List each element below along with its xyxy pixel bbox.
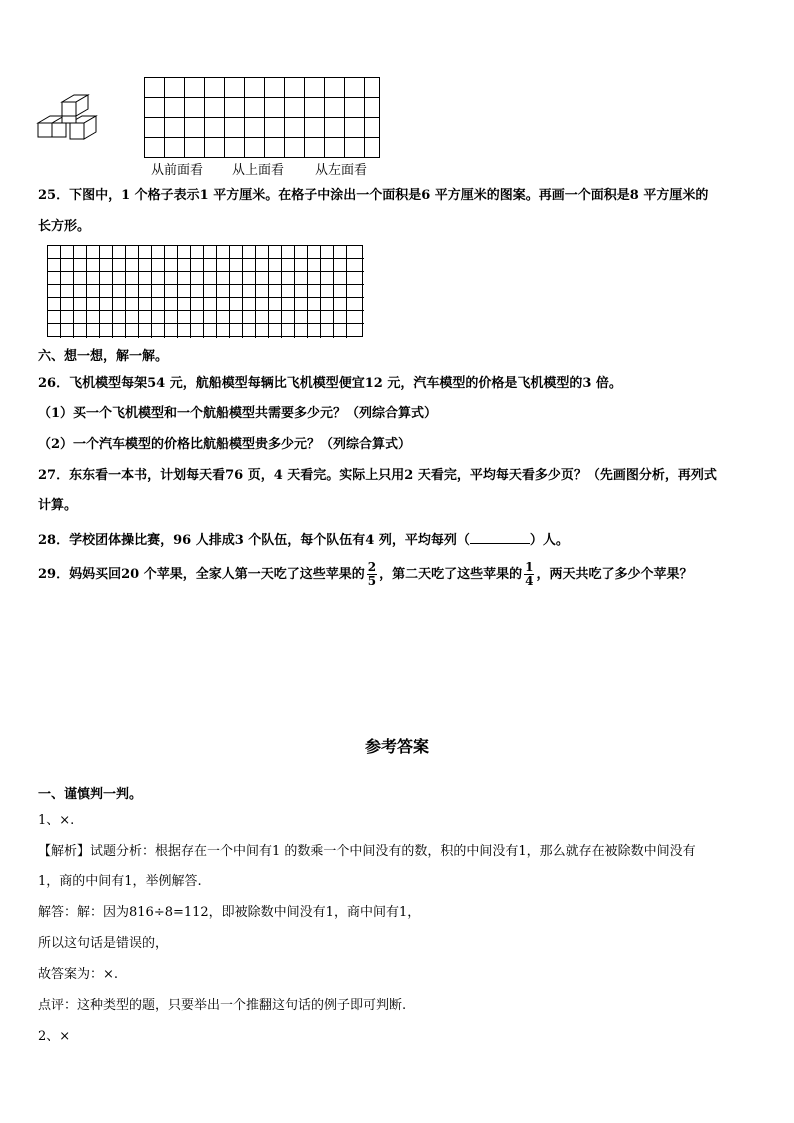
answer-blank[interactable]	[470, 531, 530, 544]
fraction-numerator: 1	[525, 560, 534, 574]
solution-line1: 解答：解：因为816÷8=112，即被除数中间没有1，商中间有1，	[38, 905, 421, 920]
answer-1: 1、×.	[38, 813, 75, 828]
fraction-one-fourth	[524, 561, 534, 588]
question-26-sub1: （1）买一个飞机模型和一个航船模型共需要多少元？（列综合算式）	[38, 406, 438, 421]
question-25-line2: 长方形。	[38, 219, 91, 234]
view-drawing-grid	[144, 77, 380, 158]
comment: 点评：这种类型的题，只要举出一个推翻这句话的例子即可判断.	[38, 998, 407, 1013]
question-29-text-c: ，两天共吃了多少个苹果？	[536, 567, 693, 582]
question-28-text-after: ）人。	[529, 533, 569, 548]
fraction-denominator: 4	[525, 574, 534, 588]
fraction-two-fifths	[367, 561, 377, 588]
cube-stack-figure	[36, 92, 108, 150]
view-label-front: 从前面看	[151, 163, 204, 178]
fraction-denominator: 5	[367, 574, 377, 588]
question-26-sub2: （2）一个汽车模型的价格比航船模型贵多少元？（列综合算式）	[38, 437, 412, 452]
question-28-text-before: 28．学校团体操比赛，96 人排成3 个队伍，每个队伍有4 列，平均每列（	[38, 533, 470, 548]
view-label-left: 从左面看	[315, 163, 368, 178]
answers-section-1: 一、谨慎判一判。	[38, 787, 143, 802]
question-26: 26．飞机模型每架54 元，航船模型每辆比飞机模型便宜12 元，汽车模型的价格是飞机模型的3 倍。	[38, 376, 622, 391]
question-29-text-a: 29．妈妈买回20 个苹果，全家人第一天吃了这些苹果的	[38, 567, 365, 582]
solution-line3: 故答案为：×.	[38, 967, 119, 982]
question-28	[38, 531, 569, 549]
answer-2: 2、×	[38, 1029, 71, 1044]
view-label-top: 从上面看	[232, 163, 285, 178]
area-drawing-grid	[47, 245, 364, 338]
question-25-line1: 25．下图中，1 个格子表示1 平方厘米。在格子中涂出一个面积是6 平方厘米的图案。再画一个面积是8 平方厘米的	[38, 188, 709, 203]
solution-line2: 所以这句话是错误的，	[38, 936, 169, 951]
question-29-text-b: ，第二天吃了这些苹果的	[379, 567, 523, 582]
question-27-line2: 计算。	[38, 498, 78, 513]
section-6-heading: 六、想一想，解一解。	[38, 349, 169, 364]
fraction-numerator: 2	[367, 560, 377, 574]
question-27-line1: 27．东东看一本书，计划每天看76 页，4 天看完。实际上只用2 天看完，平均每天看多少页？（先画图分析，再列式	[38, 468, 717, 483]
question-29	[38, 557, 692, 593]
answers-title: 参考答案	[364, 737, 429, 756]
analysis-line2: 1，商的中间有1，举例解答.	[38, 874, 202, 889]
analysis-line1: 【解析】试题分析：根据存在一个中间有1 的数乘一个中间没有的数，积的中间没有1，那么就存在被除数中间没有	[38, 844, 696, 859]
